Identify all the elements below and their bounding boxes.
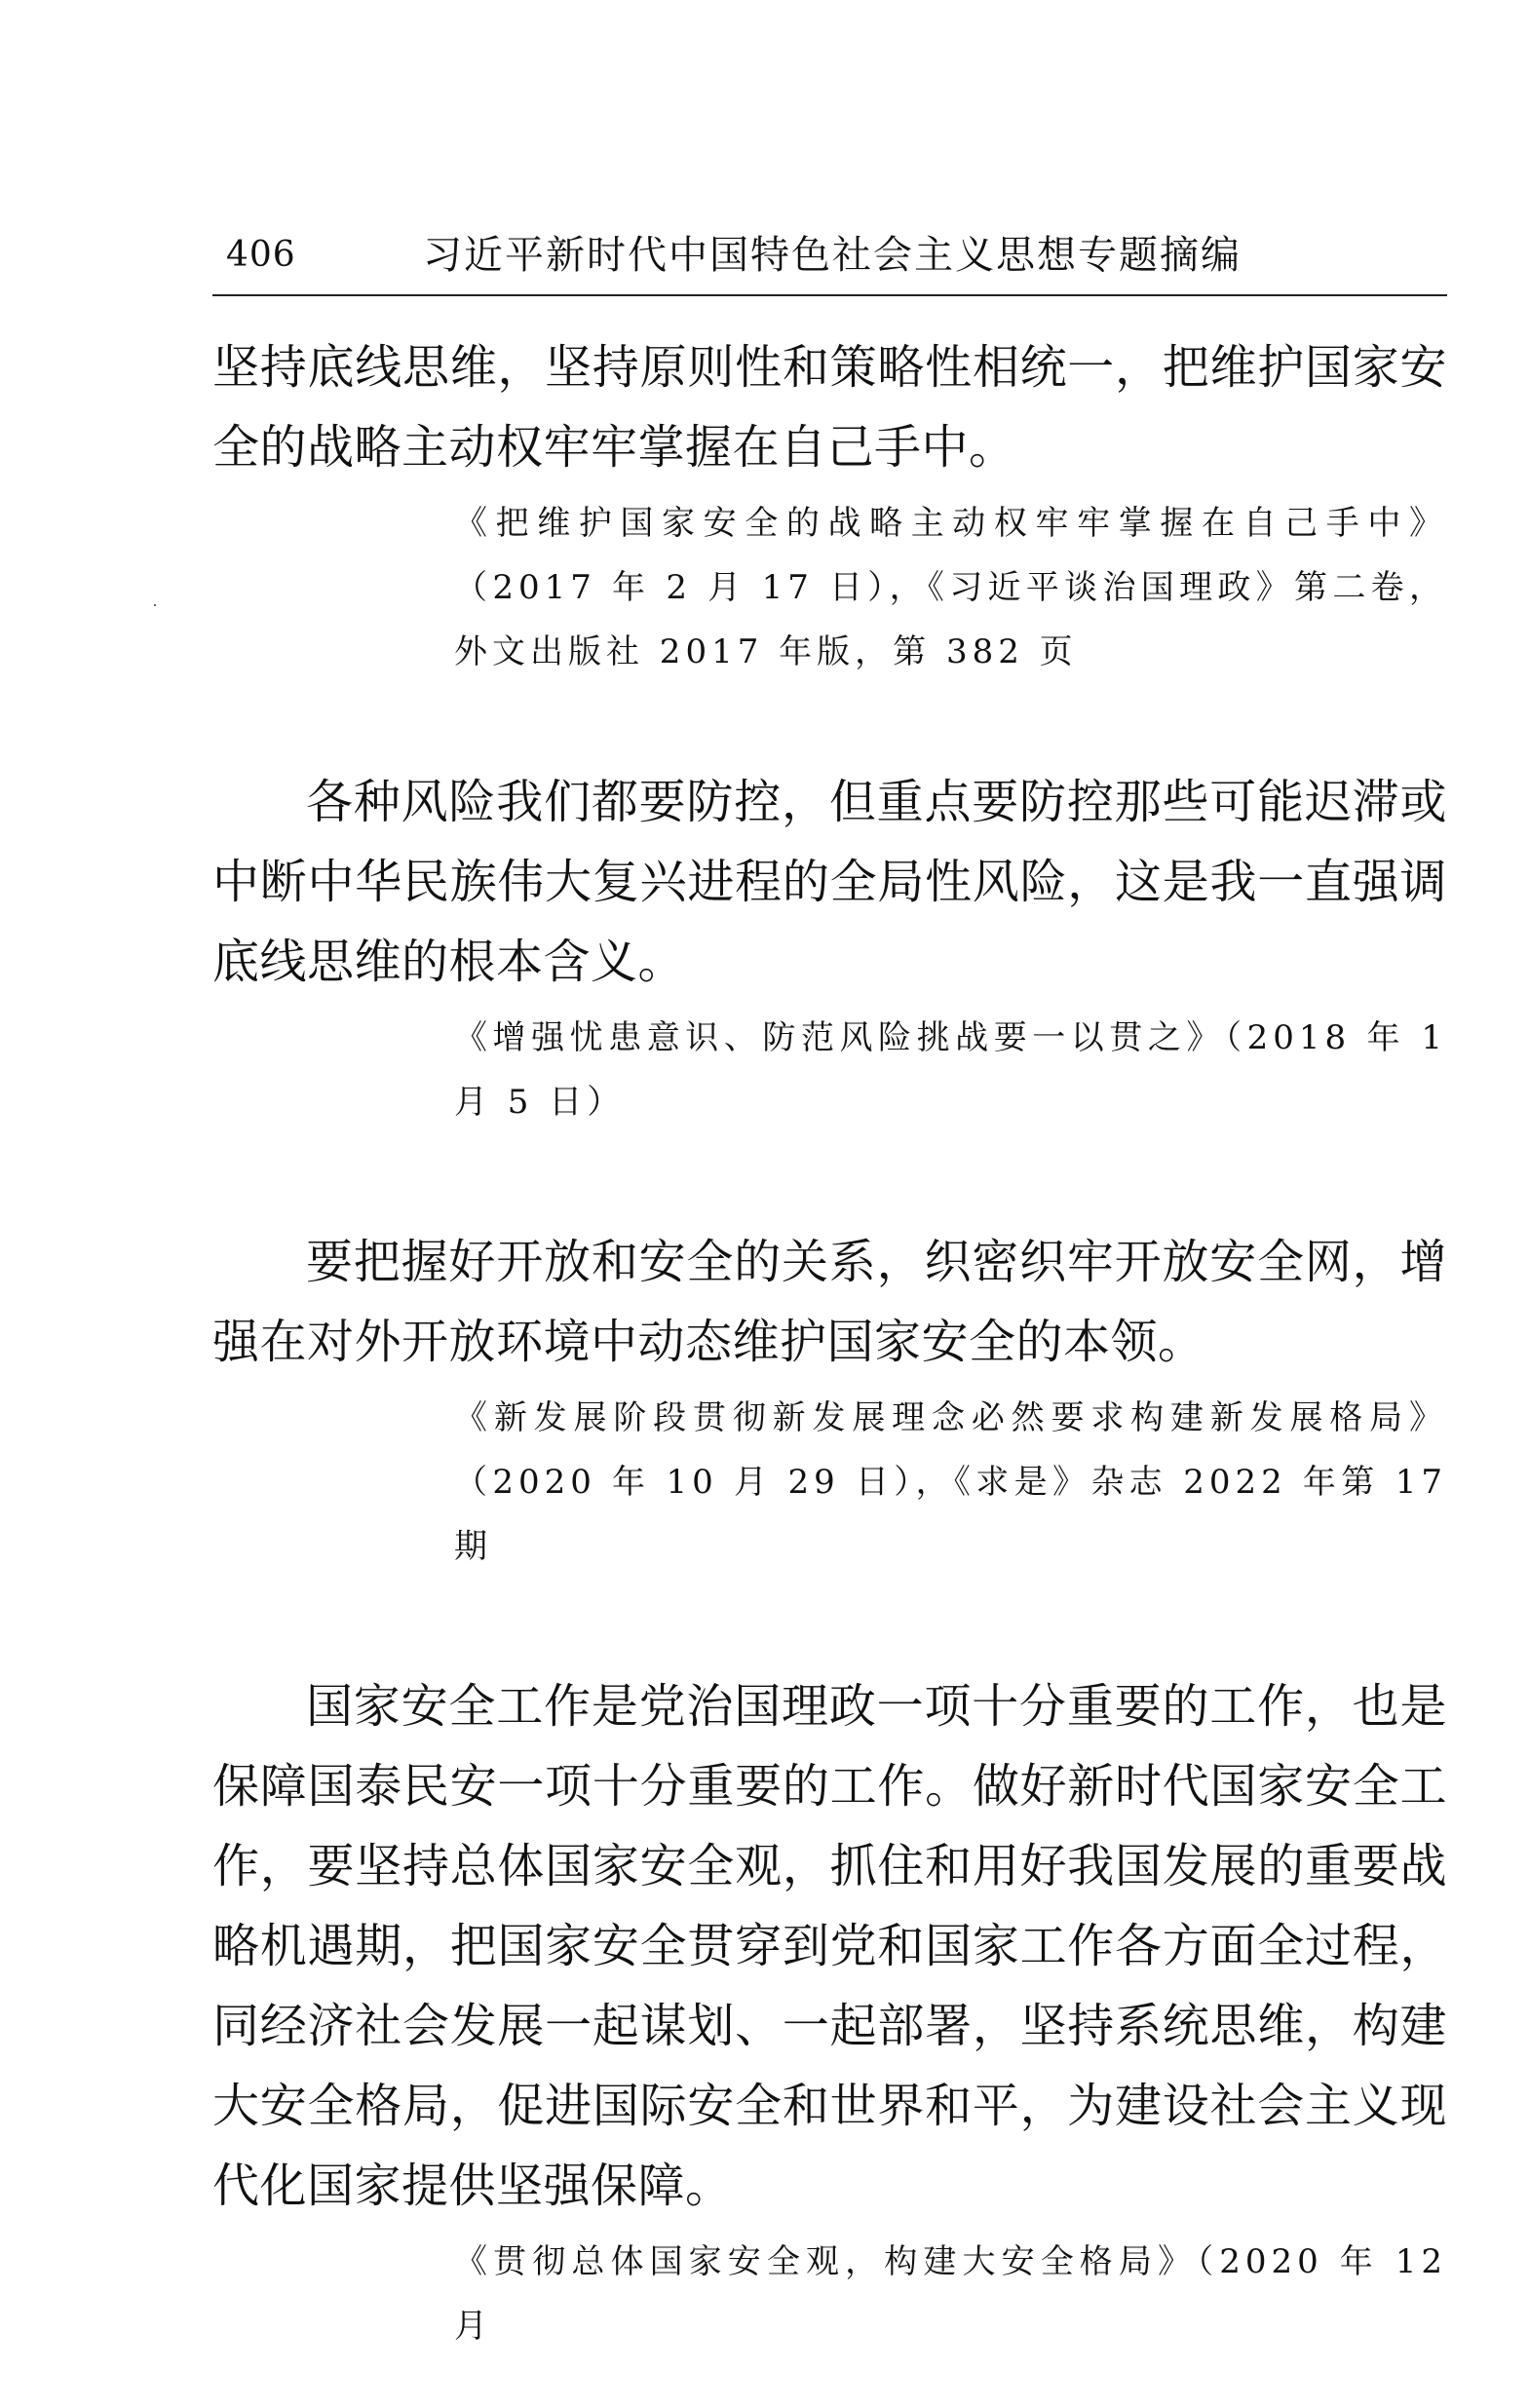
section-gap (212, 1134, 1447, 1222)
running-title: 习近平新时代中国特色社会主义思想专题摘编 (423, 233, 1242, 278)
passage-2-text: 各种风险我们都要防控，但重点要防控那些可能迟滞或中断中华民族伟大复兴进程的全局性风险，这是我一直强调底线思维的根本含义。 (212, 775, 1447, 989)
passage-3-text: 要把握好开放和安全的关系，织密织牢开放安全网，增强在对外开放环境中动态维护国家安全的本领。 (212, 1235, 1447, 1369)
header-rule (212, 294, 1447, 296)
page-body (212, 327, 1447, 2358)
passage-3-source: 《新发展阶段贯彻新发展理念必然要求构建新发展格局》（2020 年 10 月 29 日），《求是》杂志 2022 年第 17 期 (454, 1398, 1447, 1566)
passage-1-source: 《把维护国家安全的战略主动权牢牢掌握在自己手中》（2017 年 2 月 17 日），《习近平谈治国理政》第二卷，外文出版社 2017 年版，第 382 页 (454, 504, 1447, 671)
passage-2-source: 《增强忧患意识、防范风险挑战要一以贯之》（2018 年 1 月 5 日） (454, 1018, 1447, 1122)
passage-4-source: 《贯彻总体国家安全观，构建大安全格局》（2020 年 12 月 (454, 2242, 1447, 2346)
page-header (212, 230, 1447, 288)
passage-4-text: 国家安全工作是党治国理政一项十分重要的工作，也是保障国泰民安一项十分重要的工作。做好新时代国家安全工作，要坚持总体国家安全观，抓住和用好我国发展的重要战略机遇期，把国家安全贯穿到党和国家工作各方面全过程，同经济社会发展一起谋划、一起部署，坚持系统思维，构建大安全格局，促进国际安全和世界和平，为建设社会主义现代化国家提供坚强保障。 (212, 1679, 1447, 2213)
scan-speck (154, 604, 156, 606)
passage-1-text: 坚持底线思维，坚持原则性和策略性相统一，把维护国家安全的战略主动权牢牢掌握在自己手中。 (212, 340, 1447, 475)
page-number: 406 (226, 235, 296, 275)
section-gap (212, 684, 1447, 762)
section-gap (212, 1579, 1447, 1666)
